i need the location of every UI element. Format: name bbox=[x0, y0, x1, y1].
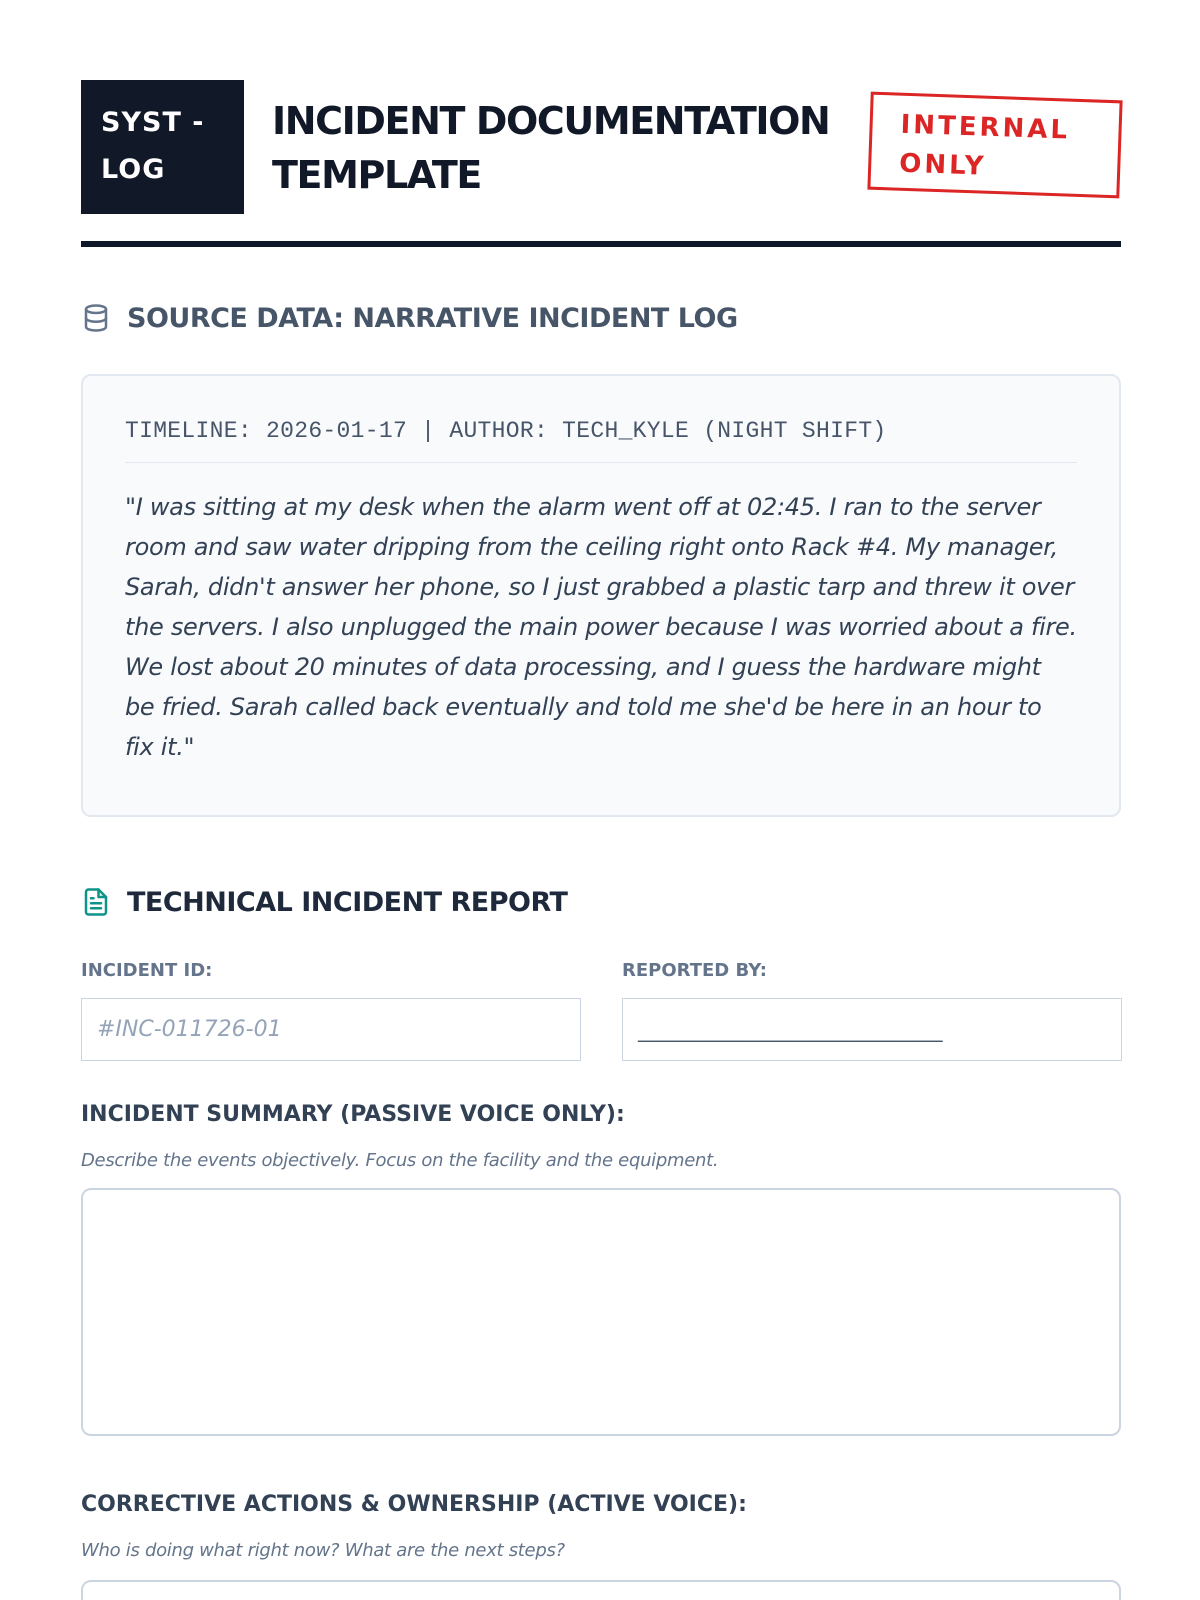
technical-report-heading bbox=[81, 886, 567, 918]
source-heading-text: SOURCE DATA: NARRATIVE INCIDENT LOG bbox=[127, 302, 738, 334]
timeline-meta: TIMELINE: 2026-01-17 | AUTHOR: TECH_KYLE (NIGHT SHIFT) bbox=[125, 418, 1077, 463]
title-line-1: INCIDENT DOCUMENTATION bbox=[272, 99, 830, 143]
incident-summary-label: INCIDENT SUMMARY (PASSIVE VOICE ONLY): bbox=[81, 1102, 625, 1127]
incident-summary-hint: Describe the events objectively. Focus on the facility and the equipment. bbox=[81, 1150, 719, 1171]
narrative-text: "I was sitting at my desk when the alarm went off at 02:45. I ran to the server room and saw water dripping from the ceiling right onto Rack #4. My manager, Sarah, didn't answer her phone, so I just grabbed a plastic tarp and threw it over the servers. I also unplugged the main power because I was worried about a fire. We lost about 20 minutes of data processing, and I guess the hardware might be fried. Sarah called back eventually and told me she'd be here in an hour to fix it." bbox=[125, 493, 1077, 761]
reported-by-label: REPORTED BY: bbox=[622, 960, 767, 981]
incident-id-input[interactable]: #INC-011726-01 bbox=[81, 998, 581, 1061]
document-icon bbox=[81, 886, 113, 918]
stamp-line-1: INTERNAL bbox=[900, 109, 1071, 146]
source-data-heading bbox=[81, 302, 738, 334]
corrective-actions-label: CORRECTIVE ACTIONS & OWNERSHIP (ACTIVE VOICE): bbox=[81, 1492, 747, 1517]
corrective-actions-textarea[interactable] bbox=[81, 1580, 1121, 1600]
corrective-actions-hint: Who is doing what right now? What are the next steps? bbox=[81, 1540, 565, 1561]
document-header bbox=[81, 80, 1121, 247]
syst-log-logo bbox=[81, 80, 244, 214]
report-heading-text: TECHNICAL INCIDENT REPORT bbox=[127, 886, 568, 918]
stamp-line-2: ONLY bbox=[898, 148, 987, 182]
internal-only-stamp bbox=[867, 92, 1122, 199]
narrative-log-panel bbox=[81, 374, 1121, 817]
logo-line-1: SYST - bbox=[101, 107, 205, 138]
incident-summary-textarea[interactable] bbox=[81, 1188, 1121, 1436]
logo-line-2: LOG bbox=[101, 154, 166, 185]
reported-by-input[interactable]: ________________________________ bbox=[622, 998, 1122, 1061]
incident-id-label: INCIDENT ID: bbox=[81, 960, 213, 981]
database-icon bbox=[81, 302, 113, 334]
title-line-2: TEMPLATE bbox=[272, 153, 481, 197]
page-title bbox=[272, 94, 872, 202]
